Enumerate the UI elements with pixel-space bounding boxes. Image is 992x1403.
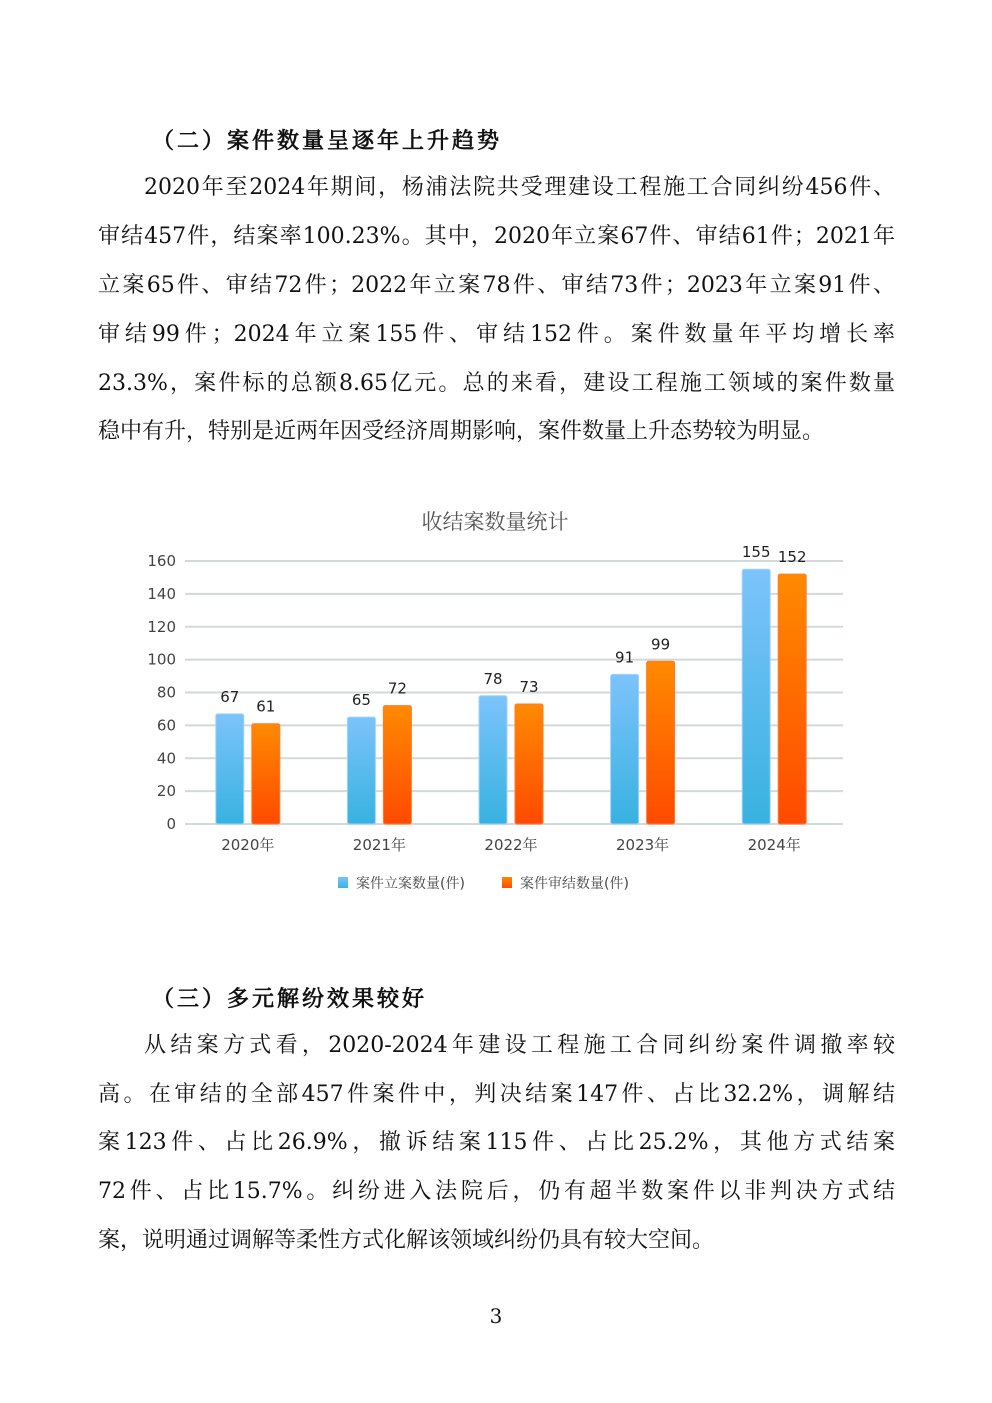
- x-tick-label: 2024年: [747, 836, 801, 854]
- chart-title: 收结案数量统计: [421, 510, 569, 534]
- legend-swatch: [502, 877, 512, 888]
- data-label: 99: [651, 635, 671, 654]
- data-label: 78: [483, 669, 503, 688]
- y-tick-label: 60: [156, 716, 176, 735]
- y-tick-label: 80: [156, 683, 176, 702]
- data-label: 72: [387, 679, 407, 698]
- paragraph-line: 稳中有升，特别是近两年因受经济周期影响，案件数量上升态势较为明显。: [98, 419, 825, 444]
- section-heading-3: （三）多元解纷效果较好: [152, 986, 428, 1012]
- legend-swatch: [338, 877, 348, 888]
- bar-filed: [479, 696, 507, 824]
- bar-closed: [515, 704, 543, 824]
- x-tick-label: 2023年: [616, 836, 670, 854]
- data-label: 61: [256, 697, 276, 716]
- legend-label: 案件立案数量(件): [356, 876, 465, 892]
- bar-closed: [383, 706, 411, 824]
- data-label: 91: [615, 648, 635, 667]
- y-tick-label: 0: [166, 815, 176, 833]
- y-tick-label: 140: [147, 584, 176, 603]
- paragraph-line: 2020年至2024年期间，杨浦法院共受理建设工程施工合同纠纷456件、: [144, 175, 895, 200]
- y-tick-label: 160: [147, 552, 176, 570]
- y-tick-label: 100: [147, 650, 176, 669]
- data-label: 65: [351, 691, 371, 710]
- page-number: 3: [489, 1304, 503, 1328]
- bar-filed: [742, 569, 770, 824]
- section-heading-2: （二）案件数量呈逐年上升趋势: [152, 128, 503, 154]
- bar-closed: [252, 724, 280, 824]
- paragraph-line: 案，说明通过调解等柔性方式化解该领域纠纷仍具有较大空间。: [98, 1228, 715, 1253]
- y-tick-label: 20: [156, 782, 176, 801]
- data-label: 67: [220, 687, 240, 706]
- paragraph-line: 从结案方式看，2020-2024年建设工程施工合同纠纷案件调撤率较: [144, 1033, 895, 1058]
- paragraph-line: 23.3%，案件标的总额8.65亿元。总的来看，建设工程施工领域的案件数量: [98, 371, 895, 396]
- paragraph-line: 72件、占比15.7%。纠纷进入法院后，仍有超半数案件以非判决方式结: [98, 1179, 895, 1204]
- bar-chart: [130, 500, 860, 900]
- x-tick-label: 2021年: [352, 836, 406, 854]
- y-tick-label: 40: [156, 749, 176, 768]
- data-label: 152: [777, 548, 807, 567]
- paragraph-line: 立案65件、审结72件；2022年立案78件、审结73件；2023年立案91件、: [98, 273, 895, 298]
- y-tick-label: 120: [147, 617, 176, 636]
- bar-filed: [216, 714, 244, 824]
- bar-filed: [611, 674, 639, 824]
- bar-closed: [647, 661, 675, 824]
- data-label: 73: [519, 678, 539, 697]
- data-label: 155: [741, 543, 771, 562]
- paragraph-line: 审结457件，结案率100.23%。其中，2020年立案67件、审结61件；2021年: [98, 224, 895, 249]
- paragraph-line: 审结99件；2024年立案155件、审结152件。案件数量年平均增长率: [98, 322, 895, 347]
- legend-label: 案件审结数量(件): [520, 876, 629, 892]
- paragraph-line: 案123件、占比26.9%，撤诉结案115件、占比25.2%，其他方式结案: [98, 1130, 895, 1155]
- bar-filed: [347, 717, 375, 824]
- x-tick-label: 2022年: [484, 836, 538, 854]
- x-tick-label: 2020年: [221, 836, 275, 854]
- bar-closed: [778, 574, 806, 824]
- paragraph-line: 高。在审结的全部457件案件中，判决结案147件、占比32.2%，调解结: [98, 1082, 895, 1107]
